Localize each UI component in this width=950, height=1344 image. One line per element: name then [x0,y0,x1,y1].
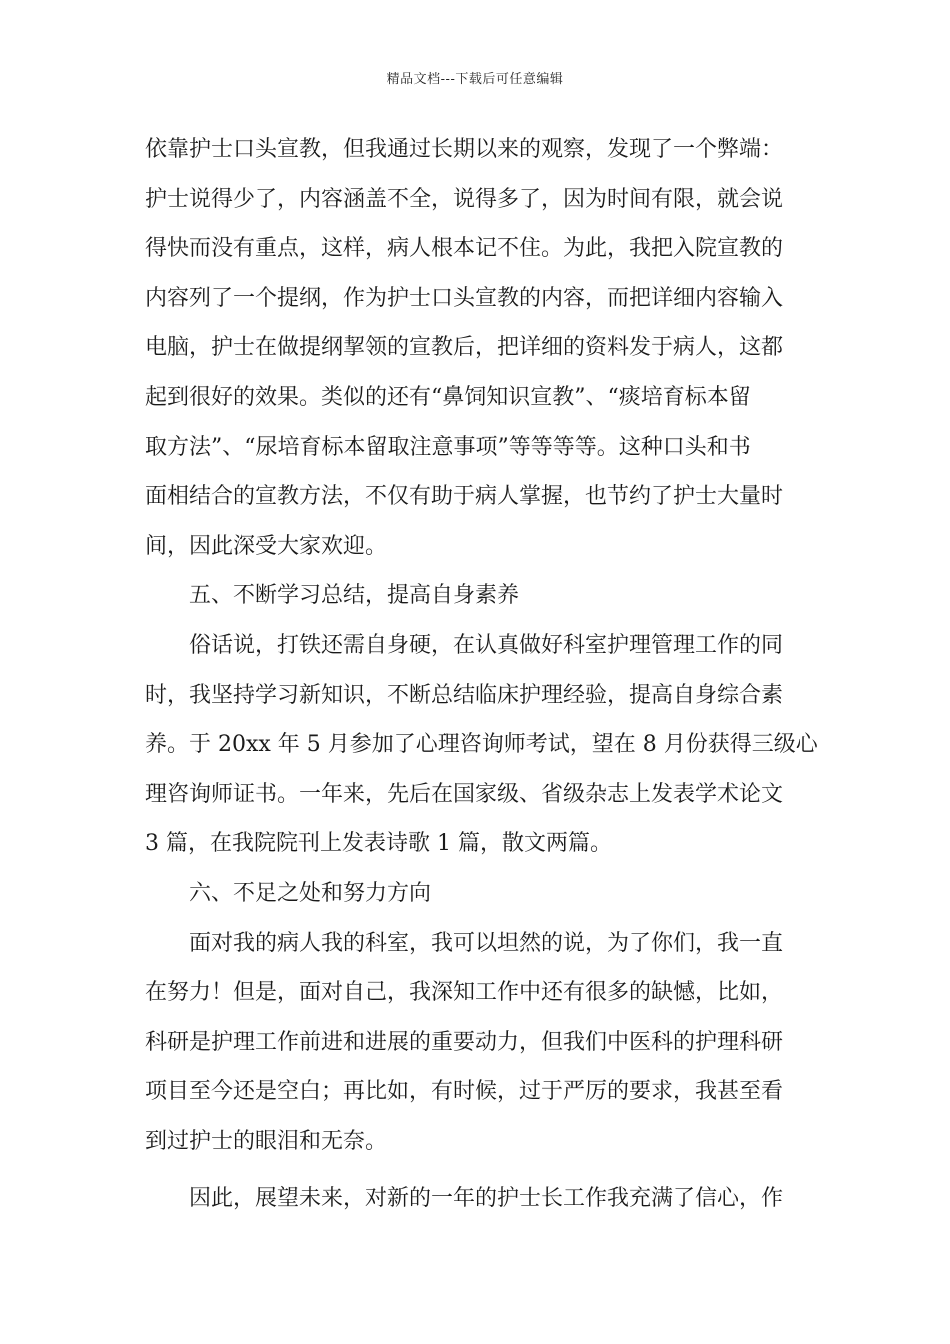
text-line: 俗话说，打铁还需自身硬，在认真做好科室护理管理工作的同 [189,632,784,658]
page-header: 精品文档---下载后可任意编辑 [386,72,564,87]
text-line: 面对我的病人我的科室，我可以坦然的说，为了你们，我一直 [189,930,784,956]
text-line: 依靠护士口头宣教，但我通过长期以来的观察，发现了一个弊端： [145,137,784,162]
text-line: 电脑，护士在做提纲挈领的宣教后，把详细的资料发于病人，这都 [145,335,784,361]
section-heading: 五、不断学习总结，提高自身素养 [189,583,520,609]
text-line: 得快而没有重点，这样，病人根本记不住。为此，我把入院宣教的 [145,236,784,262]
text-line: 在努力！但是，面对自己，我深知工作中还有很多的缺憾，比如， [145,980,784,1006]
text-line: 3 篇，在我院院刊上发表诗歌 1 篇，散文两篇。 [145,831,612,857]
text-line: 内容列了一个提纲，作为护士口头宣教的内容，而把详细内容输入 [145,285,784,311]
text-line: 面相结合的宣教方法，不仅有助于病人掌握，也节约了护士大量时 [145,484,784,510]
text-line: 护士说得少了，内容涵盖不全，说得多了，因为时间有限，就会说 [145,186,784,212]
text-line: 到过护士的眼泪和无奈。 [145,1128,388,1154]
text-line: 养。于 20xx 年 5 月参加了心理咨询师考试，望在 8 月份获得三级心 [145,732,818,758]
text-line: 因此，展望未来，对新的一年的护士长工作我充满了信心，作 [189,1186,784,1212]
document-body [145,125,818,1224]
text-line: 间，因此深受大家欢迎。 [145,533,388,559]
text-line: 起到很好的效果。类似的还有“鼻饲知识宣教”、“痰培育标本留 [145,384,751,410]
text-line: 科研是护理工作前进和进展的重要动力，但我们中医科的护理科研 [145,1029,784,1055]
text-line: 项目至今还是空白；再比如，有时候，过于严厉的要求，我甚至看 [145,1079,784,1105]
section-heading: 六、不足之处和努力方向 [189,880,432,906]
text-line: 理咨询师证书。一年来，先后在国家级、省级杂志上发表学术论文 [145,781,784,807]
text-line: 时，我坚持学习新知识，不断总结临床护理经验，提高自身综合素 [145,682,784,708]
text-line: 取方法”、“尿培育标本留取注意事项”等等等等。这种口头和书 [145,434,751,460]
